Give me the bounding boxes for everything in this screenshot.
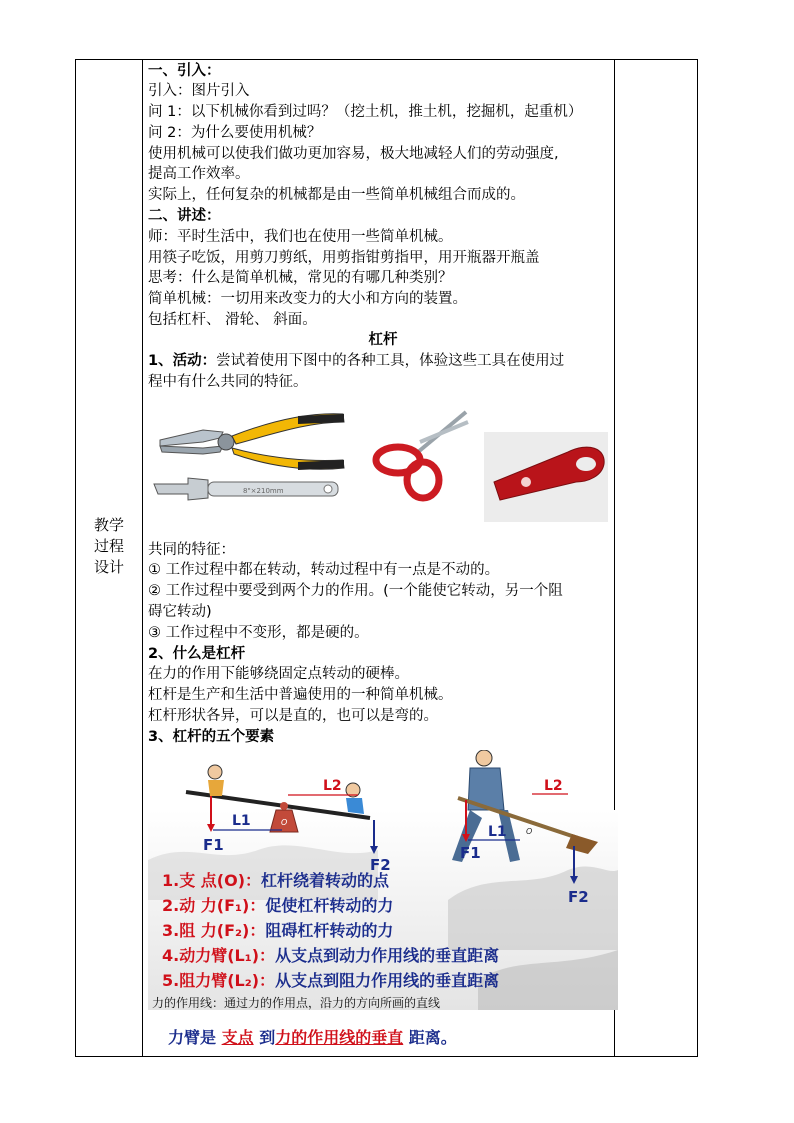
fulcrum-label-right: O	[526, 827, 533, 836]
arm-def-highlight: 力的作用线的垂直	[275, 1028, 404, 1047]
arm-l1-label-left: L1	[232, 813, 251, 829]
five-elements-heading: 3、杠杆的五个要素	[148, 729, 275, 745]
activity-line-2: 程中有什么共同的特征。	[148, 374, 308, 390]
wrench-marking: 8"×210mm	[243, 487, 284, 495]
arm-l2-label-left: L2	[323, 778, 342, 794]
column-divider-left	[142, 60, 143, 1056]
lever-title: 杠杆	[368, 332, 398, 348]
lecture-heading: 二、讲述：	[148, 208, 221, 224]
lever-usage: 杠杆是生产和生活中普遍使用的一种简单机械。	[148, 687, 453, 703]
force-f2-label-left: F2	[370, 856, 391, 874]
lever-definition: 在力的作用下能够绕固定点转动的硬棒。	[148, 666, 409, 682]
arm-l2-label-right: L2	[544, 778, 563, 794]
lever-diagram	[148, 750, 618, 1012]
arm-definition	[168, 1028, 457, 1048]
feature-2: ② 工作过程中要受到两个力的作用。(一个能使它转动，另一个阻	[148, 583, 563, 599]
line-of-action-definition: 力的作用线：通过力的作用点，沿力的方向所画的直线	[152, 996, 441, 1010]
pliers-illustration	[160, 414, 344, 470]
tools-illustration	[148, 402, 618, 532]
lesson-table	[75, 59, 698, 1057]
feature-1: ① 工作过程中都在转动，转动过程中有一点是不动的。	[148, 562, 500, 578]
activity-label: 1、活动：	[148, 353, 217, 369]
fact-line: 实际上，任何复杂的机械都是由一些简单机械组合而成的。	[148, 187, 525, 203]
force-f1-label-right: F1	[460, 844, 481, 862]
section-label-line: 设计	[93, 558, 124, 576]
lever-shapes: 杠杆形状各异，可以是直的，也可以是弯的。	[148, 708, 438, 724]
activity-line	[148, 351, 564, 371]
element-4: 4.动力臂(L₁)：从支点到动力作用线的垂直距离	[162, 946, 500, 965]
features-heading: 共同的特征：	[148, 542, 235, 558]
arm-def-highlight: 支点	[221, 1028, 254, 1047]
answer-line-a: 使用机械可以使我们做功更加容易，极大地减轻人们的劳动强度,	[148, 146, 559, 162]
arm-def-part: 到	[259, 1028, 276, 1047]
arm-def-part: 力臂是	[168, 1028, 217, 1047]
section-label-line: 过程	[93, 537, 124, 555]
feature-3: ③ 工作过程中不变形，都是硬的。	[148, 625, 369, 641]
element-5: 5.阻力臂(L₂)：从支点到阻力作用线的垂直距离	[162, 971, 500, 990]
question-1: 问 1：以下机械你看到过吗？（挖土机，推土机，挖掘机，起重机）	[148, 104, 583, 120]
element-1: 1.支 点(O)：杠杆绕着转动的点	[162, 871, 390, 890]
arm-l1-label-right: L1	[488, 824, 507, 840]
fulcrum-label-left: O	[281, 818, 288, 827]
intro-heading: 一、引入：	[148, 63, 221, 79]
force-f1-label-left: F1	[203, 836, 224, 854]
scissors-illustration	[376, 412, 468, 498]
arm-def-part: 距离。	[408, 1028, 457, 1047]
element-2: 2.动 力(F₁)：促使杠杆转动的力	[162, 896, 394, 915]
section-label-line: 教学	[93, 516, 124, 534]
wrench-illustration	[154, 478, 338, 500]
element-3: 3.阻 力(F₂)：阻碍杠杆转动的力	[162, 921, 394, 940]
activity-text: 尝试着使用下图中的各种工具，体验这些工具在使用过	[216, 353, 565, 369]
lecture-line: 包括杠杆、 滑轮、 斜面。	[148, 312, 317, 328]
intro-line: 引入：图片引入	[148, 83, 250, 99]
section-label	[76, 515, 142, 578]
lecture-line: 思考：什么是简单机械，常见的有哪几种类别？	[148, 270, 453, 286]
lecture-line: 用筷子吃饭，用剪刀剪纸，用剪指钳剪指甲，用开瓶器开瓶盖	[148, 250, 540, 266]
question-2: 问 2：为什么要使用机械？	[148, 125, 322, 141]
what-is-lever-heading: 2、什么是杠杆	[148, 646, 246, 662]
answer-line-b: 提高工作效率。	[148, 166, 250, 182]
feature-2-cont: 碍它转动)	[148, 604, 212, 620]
lecture-line: 简单机械：一切用来改变力的大小和方向的装置。	[148, 291, 467, 307]
lecture-line: 师：平时生活中，我们也在使用一些简单机械。	[148, 229, 453, 245]
force-f2-label-right: F2	[568, 888, 589, 906]
bottle-opener-illustration	[484, 432, 608, 522]
